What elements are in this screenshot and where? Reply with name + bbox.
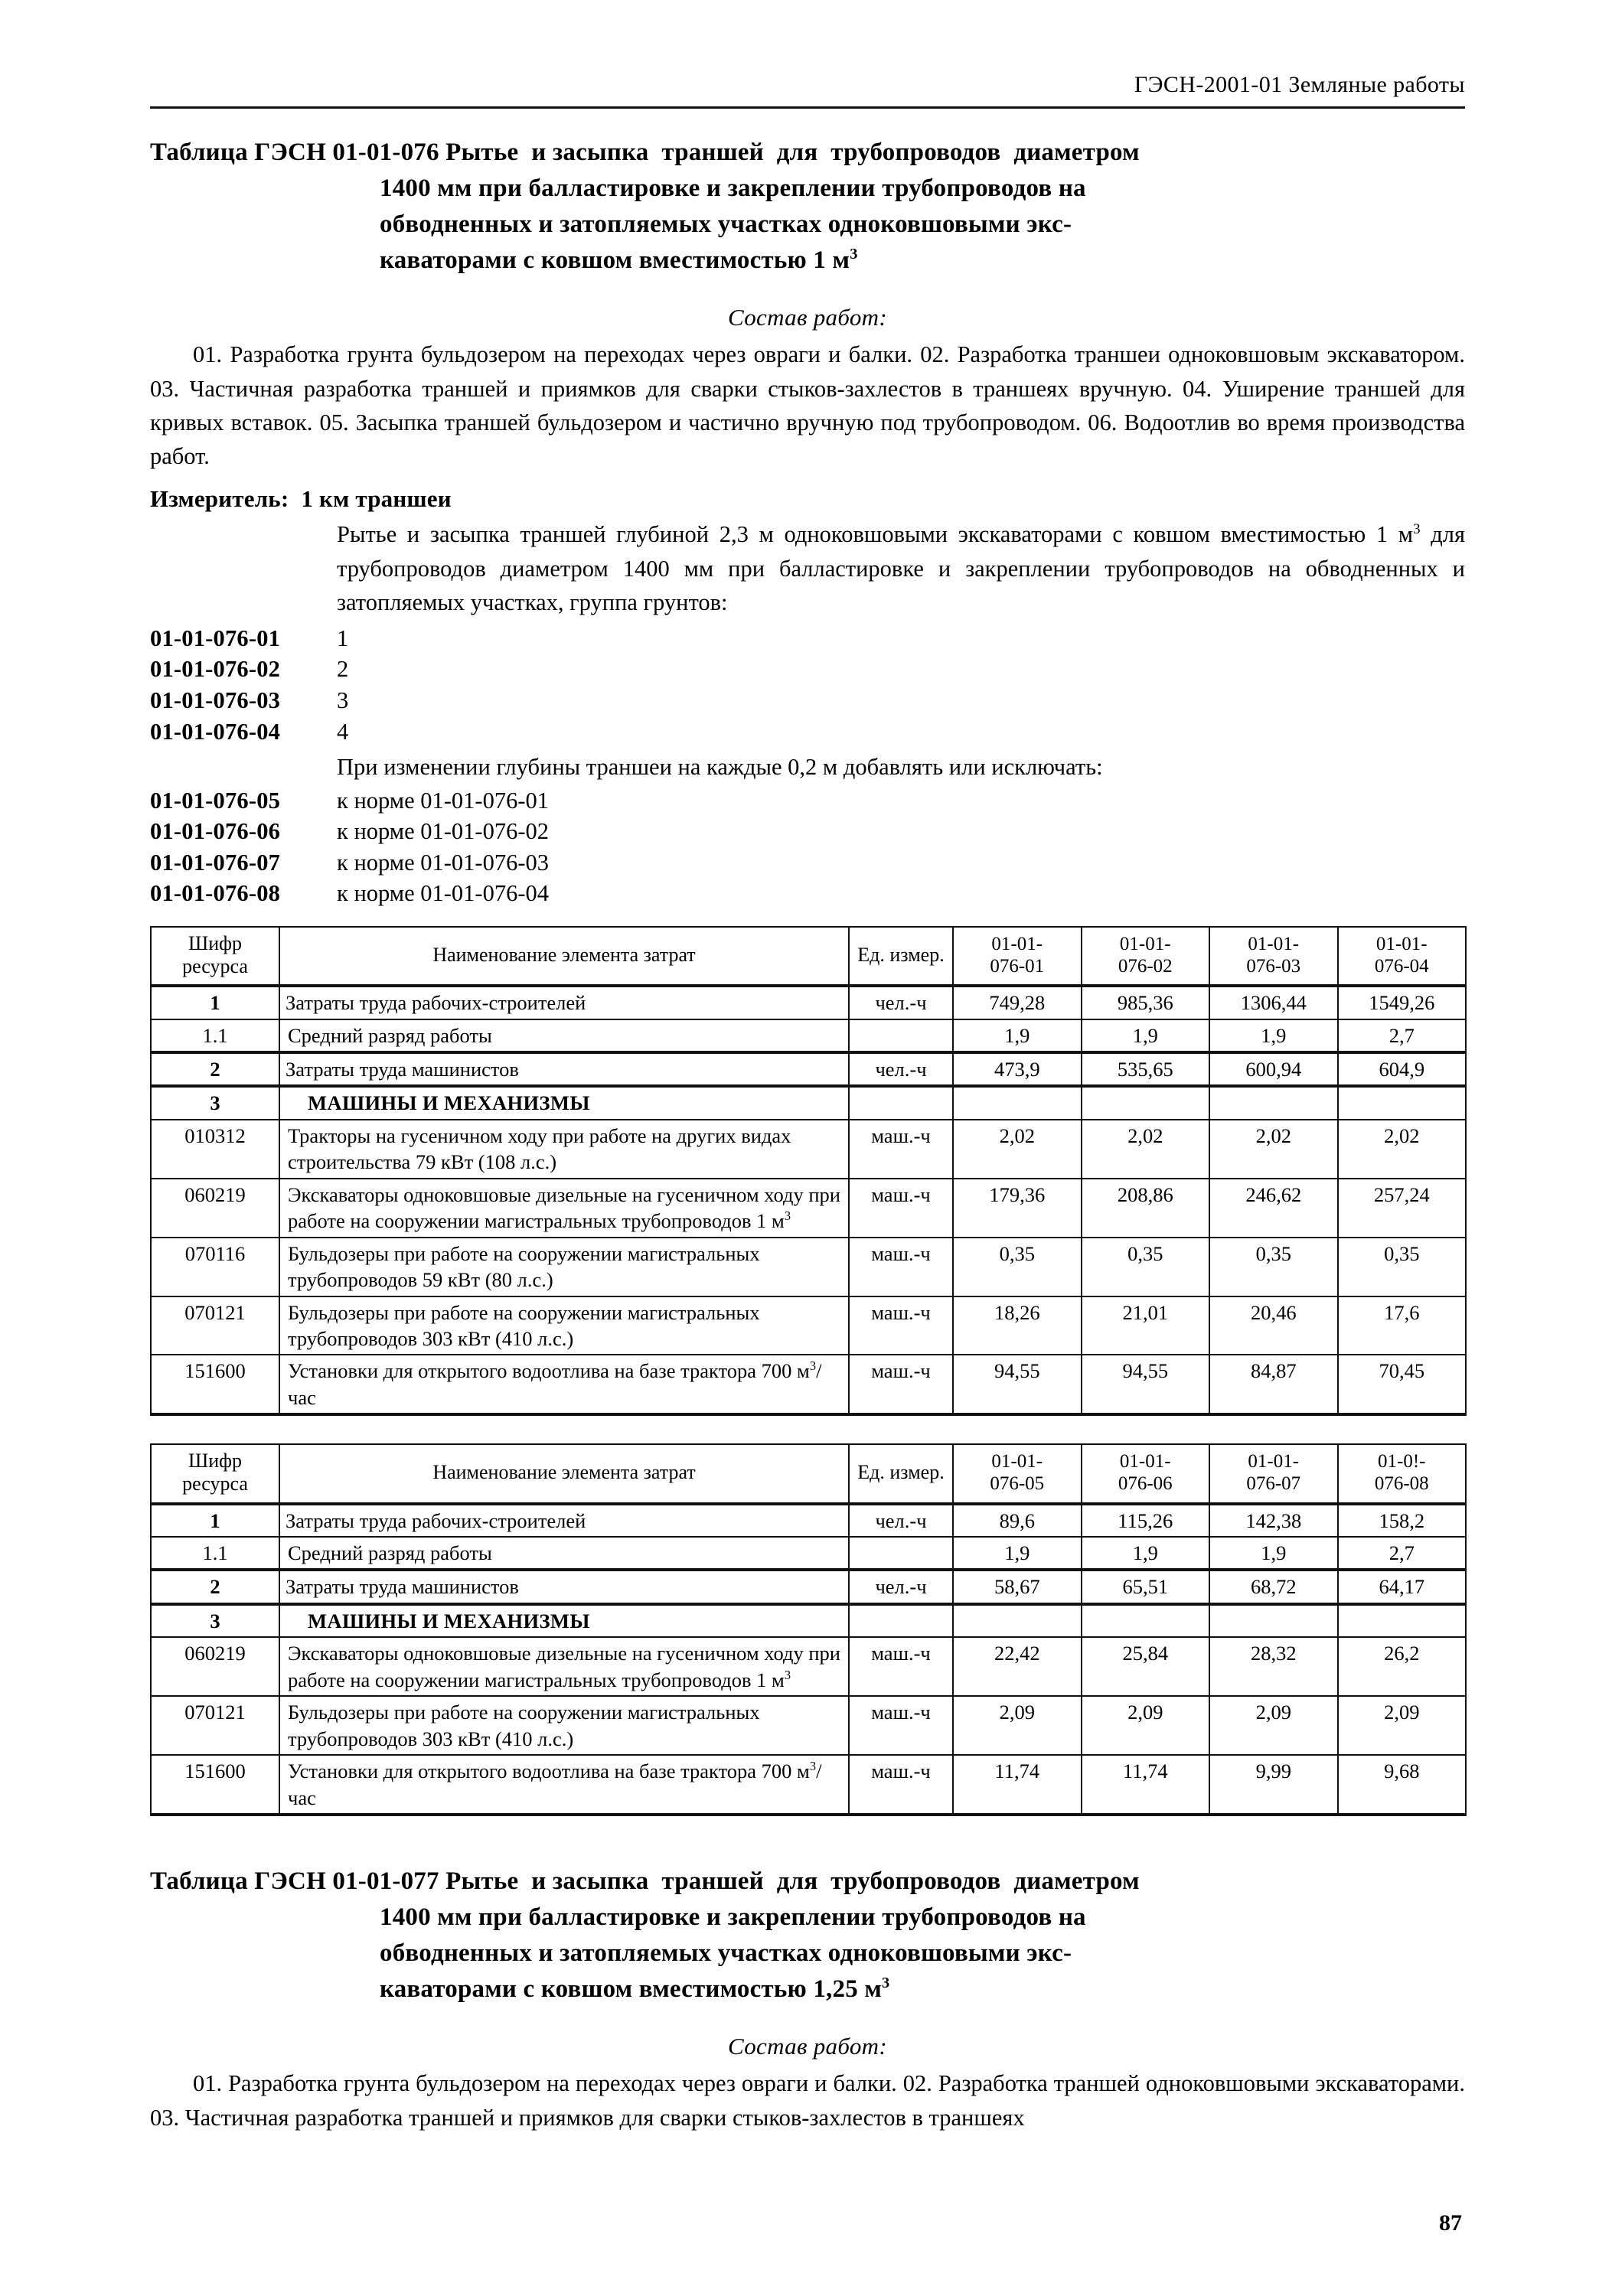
norm-code-line2: 076-08 bbox=[1374, 1473, 1429, 1495]
cell-norm-value-1 bbox=[953, 1086, 1082, 1119]
cell-norm-value-1: 18,26 bbox=[953, 1296, 1082, 1355]
cell-norm-value-4: 26,2 bbox=[1338, 1637, 1467, 1696]
table-076-sostav-text: 01. Разработка грунта бульдозером на переходах через овраги и балки. 02. Разработка траншеи одноковшовым экскаватором. 03. Частичная разработка траншей и приямков для сварки стыков-захлестов в траншеях вручную. 04. Уширение траншей для кривых вставок. 05. Засыпка траншей бульдозером и частично вручную под трубопроводом. 06. Водоотлив во время производства работ. bbox=[150, 341, 1465, 470]
table-077-title-line-3: обводненных и затопляемых участках одноковшовыми экс- bbox=[380, 1939, 1072, 1967]
col-header-norm-4 bbox=[1338, 927, 1467, 986]
cell-norm-value-4: 604,9 bbox=[1338, 1052, 1467, 1086]
col-header-norm-3 bbox=[1209, 1444, 1338, 1503]
cell-resource-code: 060219 bbox=[151, 1637, 279, 1696]
cell-element-name: Экскаваторы одноковшовые дизельные на гусеничном ходу при работе на сооружении магистральных трубопроводов 1 $м^3$ bbox=[279, 1179, 849, 1238]
table-077-sostav-text: 01. Разработка грунта бульдозером на переходах через овраги и балки. 02. Разработка траншей одноковшовыми экскаваторами. 03. Частичная разработка траншей и приямков для сварки стыков-захлестов в траншеях bbox=[150, 2070, 1465, 2131]
table-header-row bbox=[151, 1444, 1466, 1503]
table-row bbox=[151, 1052, 1466, 1086]
document-body bbox=[150, 135, 1465, 2135]
code-row bbox=[150, 623, 1465, 654]
running-header bbox=[150, 73, 1465, 109]
cell-resource-code: 010312 bbox=[151, 1120, 279, 1179]
table-076-sostav-heading: Состав работ: bbox=[728, 304, 887, 331]
norm-code-line2: 076-01 bbox=[990, 955, 1045, 977]
cell-unit: маш.-ч bbox=[849, 1296, 953, 1355]
table-076-title-line-4-text: каваторами с ковшом вместимостью 1 м bbox=[380, 246, 850, 274]
table-076-description-part1: Рытье и засыпка траншей глубиной 2,3 м одноковшовыми экскаваторами с ковшом вместимостью 1 м bbox=[337, 521, 1414, 548]
norms-table-a-head bbox=[151, 927, 1466, 986]
cell-norm-value-2: 535,65 bbox=[1082, 1052, 1210, 1086]
table-077-title-line-4 bbox=[150, 1971, 1465, 2007]
cell-norm-value-1: 58,67 bbox=[953, 1570, 1082, 1603]
cell-unit bbox=[849, 1604, 953, 1637]
table-077-title-line-4-text: каваторами с ковшом вместимостью 1,25 м bbox=[380, 1975, 883, 2003]
cell-unit: маш.-ч bbox=[849, 1696, 953, 1755]
code-row bbox=[150, 816, 1465, 847]
cell-norm-value-1: 2,02 bbox=[953, 1120, 1082, 1179]
cell-norm-value-1: 89,6 bbox=[953, 1504, 1082, 1537]
cell-resource-code: 070121 bbox=[151, 1296, 279, 1355]
cell-norm-value-2: 11,74 bbox=[1082, 1755, 1210, 1815]
col-header-norm-2 bbox=[1082, 927, 1210, 986]
cell-norm-value-1 bbox=[953, 1604, 1082, 1637]
norm-code-line1: 01-0!- bbox=[1378, 1451, 1426, 1473]
cell-unit bbox=[849, 1086, 953, 1119]
cell-norm-value-3: 28,32 bbox=[1209, 1637, 1338, 1696]
code-value: к норме 01-01-076-02 bbox=[337, 818, 549, 845]
cell-unit: маш.-ч bbox=[849, 1755, 953, 1815]
cell-norm-value-3: 1,9 bbox=[1209, 1019, 1338, 1052]
cell-resource-code: 070116 bbox=[151, 1238, 279, 1296]
norms-table-b-body bbox=[151, 1504, 1466, 1815]
norms-table-b-wrapper bbox=[150, 1443, 1465, 1816]
cubic-meter-superscript: 3 bbox=[809, 1358, 817, 1374]
table-row bbox=[151, 1604, 1466, 1637]
cell-norm-value-1: 1,9 bbox=[953, 1019, 1082, 1052]
table-076-title-line-2: 1400 мм при балластировке и закреплении трубопроводов на bbox=[380, 174, 1086, 202]
izmeritel-label: Измеритель: bbox=[150, 485, 289, 513]
table-separator-gap bbox=[150, 1416, 1465, 1443]
table-077-sostav-text-block bbox=[150, 2066, 1465, 2134]
norms-table-a-wrapper bbox=[150, 926, 1465, 1416]
table-row bbox=[151, 1179, 1466, 1238]
col-header-norm-1 bbox=[953, 927, 1082, 986]
cell-norm-value-4: 158,2 bbox=[1338, 1504, 1467, 1537]
cell-norm-value-3: 9,99 bbox=[1209, 1755, 1338, 1815]
cell-element-name: Тракторы на гусеничном ходу при работе на других видах строительства 79 кВт (108 л.с.) bbox=[279, 1120, 849, 1179]
table-076-description-part2: для трубопроводов диаметром 1400 мм при балластировке и закреплении трубопроводов на обводненных и затопляемых участках, группа грунтов: bbox=[337, 521, 1465, 616]
cell-norm-value-1: 11,74 bbox=[953, 1755, 1082, 1815]
cell-unit: маш.-ч bbox=[849, 1355, 953, 1414]
cell-norm-value-4: 2,7 bbox=[1338, 1019, 1467, 1052]
cell-unit: маш.-ч bbox=[849, 1238, 953, 1296]
norm-code-line2: 076-06 bbox=[1118, 1473, 1173, 1495]
col-header-norm-1 bbox=[953, 1444, 1082, 1503]
norm-code-line2: 076-07 bbox=[1246, 1473, 1301, 1495]
cell-norm-value-3 bbox=[1209, 1604, 1338, 1637]
norms-table-a bbox=[150, 926, 1467, 1416]
cell-norm-value-4: 2,02 bbox=[1338, 1120, 1467, 1179]
cell-unit: чел.-ч bbox=[849, 986, 953, 1019]
code-value: к норме 01-01-076-01 bbox=[337, 787, 549, 814]
cell-norm-value-4 bbox=[1338, 1086, 1467, 1119]
cell-norm-value-2: 0,35 bbox=[1082, 1238, 1210, 1296]
cell-norm-value-4: 64,17 bbox=[1338, 1570, 1467, 1603]
norm-code-line1: 01-01- bbox=[1248, 1451, 1300, 1473]
table-row bbox=[151, 1296, 1466, 1355]
cell-resource-code: 3 bbox=[151, 1604, 279, 1637]
cell-unit: маш.-ч bbox=[849, 1637, 953, 1696]
table-077-title-line-1: Таблица ГЭСН 01-01-077 Рытье и засыпка траншей для трубопроводов диаметром bbox=[150, 1867, 1140, 1895]
cell-resource-code: 151600 bbox=[151, 1755, 279, 1815]
running-header-rule bbox=[150, 106, 1465, 109]
cell-element-name: Затраты труда машинистов bbox=[279, 1570, 849, 1603]
code-label: 01-01-076-06 bbox=[150, 818, 281, 845]
cell-resource-code: 1 bbox=[151, 986, 279, 1019]
col-header-norm-3 bbox=[1209, 927, 1338, 986]
cell-norm-value-3: 246,62 bbox=[1209, 1179, 1338, 1238]
cell-norm-value-1: 22,42 bbox=[953, 1637, 1082, 1696]
code-row bbox=[150, 654, 1465, 685]
cell-norm-value-2 bbox=[1082, 1604, 1210, 1637]
cell-unit: чел.-ч bbox=[849, 1052, 953, 1086]
cell-unit bbox=[849, 1537, 953, 1570]
cell-norm-value-2: 65,51 bbox=[1082, 1570, 1210, 1603]
cell-norm-value-2: 985,36 bbox=[1082, 986, 1210, 1019]
cell-resource-code: 2 bbox=[151, 1570, 279, 1603]
cell-norm-value-4: 0,35 bbox=[1338, 1238, 1467, 1296]
col-header-element-name: Наименование элемента затрат bbox=[279, 1444, 849, 1503]
table-row bbox=[151, 1570, 1466, 1603]
norm-code-line2: 076-02 bbox=[1118, 955, 1173, 977]
code-value: 1 bbox=[337, 625, 349, 651]
cell-norm-value-3: 1306,44 bbox=[1209, 986, 1338, 1019]
cell-element-name: Средний разряд работы bbox=[279, 1019, 849, 1052]
cell-element-name: МАШИНЫ И МЕХАНИЗМЫ bbox=[279, 1604, 849, 1637]
cell-norm-value-4: 70,45 bbox=[1338, 1355, 1467, 1414]
cell-resource-code: 1 bbox=[151, 1504, 279, 1537]
table-row bbox=[151, 1537, 1466, 1570]
code-value: 4 bbox=[337, 718, 349, 745]
table-076-description bbox=[150, 517, 1465, 620]
cell-norm-value-2: 1,9 bbox=[1082, 1019, 1210, 1052]
table-076-title-line-3: обводненных и затопляемых участках одноковшовыми экс- bbox=[380, 210, 1072, 238]
col-header-unit: Ед. измер. bbox=[849, 927, 953, 986]
table-076-title bbox=[150, 135, 1465, 278]
code-row bbox=[150, 716, 1465, 748]
norms-table-b bbox=[150, 1443, 1467, 1816]
table-076-izmeritel-row bbox=[150, 485, 1465, 513]
cell-norm-value-4: 9,68 bbox=[1338, 1755, 1467, 1815]
table-row bbox=[151, 1086, 1466, 1119]
norm-code-line1: 01-01- bbox=[991, 933, 1043, 954]
cell-norm-value-4: 257,24 bbox=[1338, 1179, 1467, 1238]
cell-norm-value-4: 2,7 bbox=[1338, 1537, 1467, 1570]
cubic-meter-superscript: 3 bbox=[809, 1759, 817, 1774]
table-row bbox=[151, 1504, 1466, 1537]
code-row bbox=[150, 785, 1465, 817]
table-077-sostav-heading: Состав работ: bbox=[728, 2033, 887, 2060]
cell-norm-value-1: 0,35 bbox=[953, 1238, 1082, 1296]
cell-element-name: Затраты труда рабочих-строителей bbox=[279, 986, 849, 1019]
table-077-title-line-2: 1400 мм при балластировке и закреплении трубопроводов на bbox=[380, 1903, 1086, 1931]
code-row bbox=[150, 685, 1465, 716]
code-label: 01-01-076-01 bbox=[150, 625, 281, 651]
cell-norm-value-3 bbox=[1209, 1086, 1338, 1119]
cubic-meter-superscript: 3 bbox=[784, 1667, 791, 1682]
cell-unit: маш.-ч bbox=[849, 1120, 953, 1179]
cell-norm-value-3: 2,09 bbox=[1209, 1696, 1338, 1755]
cell-norm-value-3: 142,38 bbox=[1209, 1504, 1338, 1537]
table-076-title-line-1: Таблица ГЭСН 01-01-076 Рытье и засыпка траншей для трубопроводов диаметром bbox=[150, 139, 1140, 166]
cell-unit: чел.-ч bbox=[849, 1570, 953, 1603]
cell-norm-value-4 bbox=[1338, 1604, 1467, 1637]
col-header-element-name: Наименование элемента затрат bbox=[279, 927, 849, 986]
table-row bbox=[151, 1120, 1466, 1179]
table-row bbox=[151, 1696, 1466, 1755]
cell-unit bbox=[849, 1019, 953, 1052]
cell-element-name: Установки для открытого водоотлива на базе трактора 700 $м^3$/час bbox=[279, 1355, 849, 1414]
col-header-resource-code: Шифр ресурса bbox=[151, 927, 279, 986]
col-header-norm-4 bbox=[1338, 1444, 1467, 1503]
cell-element-name: Бульдозеры при работе на сооружении магистральных трубопроводов 303 кВт (410 л.с.) bbox=[279, 1296, 849, 1355]
cell-norm-value-2: 2,09 bbox=[1082, 1696, 1210, 1755]
cell-element-name: Установки для открытого водоотлива на базе трактора 700 $м^3$/час bbox=[279, 1755, 849, 1815]
table-row bbox=[151, 1637, 1466, 1696]
norms-table-a-body bbox=[151, 986, 1466, 1414]
code-value: 3 bbox=[337, 687, 349, 713]
col-header-norm-2 bbox=[1082, 1444, 1210, 1503]
cell-resource-code: 1.1 bbox=[151, 1019, 279, 1052]
cell-element-name: Затраты труда машинистов bbox=[279, 1052, 849, 1086]
table-076-sostav-text-block bbox=[150, 338, 1465, 473]
cell-element-name: Затраты труда рабочих-строителей bbox=[279, 1504, 849, 1537]
col-header-unit: Ед. измер. bbox=[849, 1444, 953, 1503]
norm-code-line2: 076-05 bbox=[990, 1473, 1045, 1495]
table-header-row bbox=[151, 927, 1466, 986]
code-label: 01-01-076-04 bbox=[150, 718, 281, 745]
norms-table-b-head bbox=[151, 1444, 1466, 1503]
cell-norm-value-2: 2,02 bbox=[1082, 1120, 1210, 1179]
cubic-meter-superscript: 3 bbox=[784, 1208, 791, 1224]
cell-element-name: Бульдозеры при работе на сооружении магистральных трубопроводов 303 кВт (410 л.с.) bbox=[279, 1696, 849, 1755]
code-label: 01-01-076-08 bbox=[150, 880, 281, 907]
cell-norm-value-2: 21,01 bbox=[1082, 1296, 1210, 1355]
cell-element-name: Экскаваторы одноковшовые дизельные на гусеничном ходу при работе на сооружении магистральных трубопроводов 1 $м^3$ bbox=[279, 1637, 849, 1696]
table-076-depth-note: При изменении глубины траншеи на каждые 0,2 м добавлять или исключать: bbox=[337, 754, 1103, 781]
cell-norm-value-2: 94,55 bbox=[1082, 1355, 1210, 1414]
norm-code-line1: 01-01- bbox=[991, 1451, 1043, 1473]
norm-code-line2: 076-03 bbox=[1246, 955, 1301, 977]
table-076-title-line-4 bbox=[150, 243, 1465, 279]
cell-norm-value-1: 473,9 bbox=[953, 1052, 1082, 1086]
code-value: к норме 01-01-076-04 bbox=[337, 880, 549, 907]
cell-resource-code: 070121 bbox=[151, 1696, 279, 1755]
cell-norm-value-1: 1,9 bbox=[953, 1537, 1082, 1570]
cell-norm-value-2: 25,84 bbox=[1082, 1637, 1210, 1696]
cell-norm-value-1: 2,09 bbox=[953, 1696, 1082, 1755]
cell-element-name: МАШИНЫ И МЕХАНИЗМЫ bbox=[279, 1086, 849, 1119]
table-076-code-list bbox=[150, 623, 1465, 909]
cell-norm-value-4: 2,09 bbox=[1338, 1696, 1467, 1755]
norm-code-line1: 01-01- bbox=[1119, 1451, 1171, 1473]
code-label: 01-01-076-03 bbox=[150, 687, 281, 713]
cell-norm-value-1: 179,36 bbox=[953, 1179, 1082, 1238]
norm-code-line1: 01-01- bbox=[1375, 933, 1428, 954]
code-label: 01-01-076-07 bbox=[150, 849, 281, 876]
cell-element-name: Бульдозеры при работе на сооружении магистральных трубопроводов 59 кВт (80 л.с.) bbox=[279, 1238, 849, 1296]
table-row bbox=[151, 1755, 1466, 1815]
code-row bbox=[150, 847, 1465, 879]
code-label: 01-01-076-02 bbox=[150, 656, 281, 683]
running-header-title: ГЭСН-2001-01 Земляные работы bbox=[1134, 72, 1465, 97]
cubic-meter-superscript: 3 bbox=[882, 1974, 890, 1991]
table-077-title bbox=[150, 1864, 1465, 2007]
cell-norm-value-4: 17,6 bbox=[1338, 1296, 1467, 1355]
cell-norm-value-3: 68,72 bbox=[1209, 1570, 1338, 1603]
norm-code-line1: 01-01- bbox=[1248, 933, 1300, 954]
table-row bbox=[151, 1355, 1466, 1414]
cell-norm-value-3: 1,9 bbox=[1209, 1537, 1338, 1570]
cell-norm-value-3: 2,02 bbox=[1209, 1120, 1338, 1179]
cell-resource-code: 2 bbox=[151, 1052, 279, 1086]
norm-code-line1: 01-01- bbox=[1119, 933, 1171, 954]
cell-norm-value-2 bbox=[1082, 1086, 1210, 1119]
col-header-resource-code: Шифр ресурса bbox=[151, 1444, 279, 1503]
cell-element-name: Средний разряд работы bbox=[279, 1537, 849, 1570]
cell-norm-value-1: 749,28 bbox=[953, 986, 1082, 1019]
code-value: 2 bbox=[337, 656, 349, 683]
cell-unit: чел.-ч bbox=[849, 1504, 953, 1537]
table-row bbox=[151, 1238, 1466, 1296]
cell-norm-value-3: 600,94 bbox=[1209, 1052, 1338, 1086]
page-number: 87 bbox=[1439, 2210, 1462, 2236]
code-value: к норме 01-01-076-03 bbox=[337, 849, 549, 876]
izmeritel-value: 1 км траншеи bbox=[301, 485, 452, 513]
cell-norm-value-3: 20,46 bbox=[1209, 1296, 1338, 1355]
cell-norm-value-3: 0,35 bbox=[1209, 1238, 1338, 1296]
cell-resource-code: 060219 bbox=[151, 1179, 279, 1238]
cell-norm-value-3: 84,87 bbox=[1209, 1355, 1338, 1414]
cell-norm-value-1: 94,55 bbox=[953, 1355, 1082, 1414]
table-row bbox=[151, 1019, 1466, 1052]
cell-norm-value-4: 1549,26 bbox=[1338, 986, 1467, 1019]
description-cubic-superscript: 3 bbox=[1413, 521, 1421, 538]
cell-resource-code: 151600 bbox=[151, 1355, 279, 1414]
cell-unit: маш.-ч bbox=[849, 1179, 953, 1238]
table-row bbox=[151, 986, 1466, 1019]
cell-resource-code: 1.1 bbox=[151, 1537, 279, 1570]
code-row bbox=[150, 878, 1465, 909]
cell-norm-value-2: 1,9 bbox=[1082, 1537, 1210, 1570]
norm-code-line2: 076-04 bbox=[1374, 955, 1429, 977]
cell-norm-value-2: 208,86 bbox=[1082, 1179, 1210, 1238]
cell-norm-value-2: 115,26 bbox=[1082, 1504, 1210, 1537]
cubic-meter-superscript: 3 bbox=[850, 245, 858, 263]
cell-resource-code: 3 bbox=[151, 1086, 279, 1119]
code-label: 01-01-076-05 bbox=[150, 787, 281, 814]
